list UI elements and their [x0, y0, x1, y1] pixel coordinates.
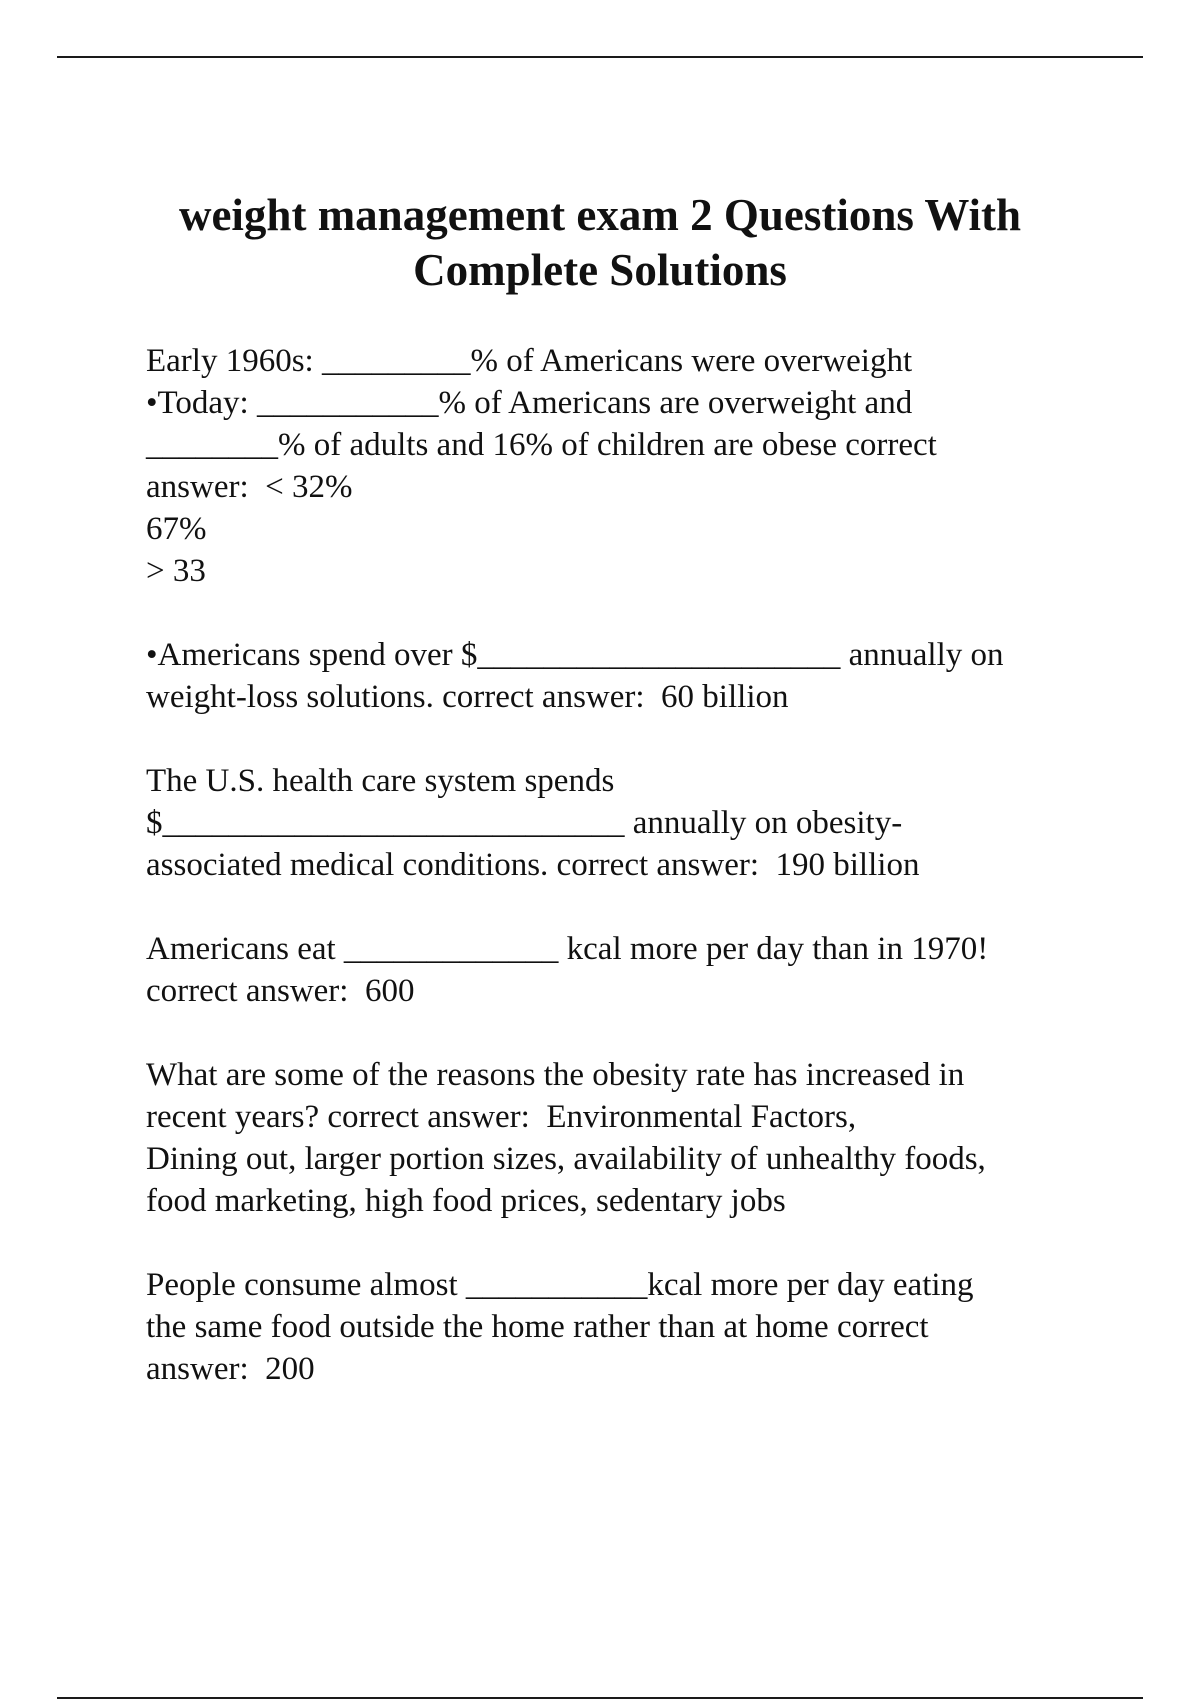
question-text-line: ________% of adults and 16% of children are obese correct [146, 427, 937, 463]
question-text-line: The U.S. health care system spends [146, 763, 615, 799]
answer-text-line: correct answer: 600 [146, 973, 415, 1009]
question-text-line: People consume almost ___________kcal more per day eating [146, 1267, 974, 1303]
question-text-line: Early 1960s: _________% of Americans were overweight [146, 343, 913, 379]
document-title [100, 188, 1100, 298]
question-item [146, 1264, 1146, 1390]
document-body [146, 340, 1146, 1432]
question-item [146, 928, 1146, 1012]
question-item [146, 340, 1146, 592]
header-rule [57, 56, 1143, 58]
question-item [146, 1054, 1146, 1222]
title-line: Complete Solutions [413, 245, 787, 295]
answer-text-line: recent years? correct answer: Environmental Factors, [146, 1099, 857, 1135]
answer-text-line: answer: 200 [146, 1351, 315, 1387]
answer-text-line: food marketing, high food prices, sedentary jobs [146, 1183, 786, 1219]
answer-text-line: 67% [146, 511, 207, 547]
question-item [146, 760, 1146, 886]
question-text-line: •Today: ___________% of Americans are overweight and [146, 385, 913, 421]
question-text-line: Americans eat _____________ kcal more per day than in 1970! [146, 931, 989, 967]
answer-text-line: associated medical conditions. correct answer: 190 billion [146, 847, 920, 883]
question-text-line: the same food outside the home rather than at home correct [146, 1309, 929, 1345]
question-text-line: $____________________________ annually on obesity- [146, 805, 903, 841]
question-item [146, 634, 1146, 718]
question-text-line: •Americans spend over $______________________ annually on [146, 637, 1004, 673]
title-line: weight management exam 2 Questions With [178, 190, 1022, 240]
answer-text-line: weight-loss solutions. correct answer: 60 billion [146, 679, 789, 715]
answer-text-line: Dining out, larger portion sizes, availability of unhealthy foods, [146, 1141, 986, 1177]
answer-text-line: > 33 [146, 553, 206, 589]
footer-rule [57, 1697, 1143, 1699]
answer-text-line: answer: < 32% [146, 469, 353, 505]
question-text-line: What are some of the reasons the obesity rate has increased in [146, 1057, 965, 1093]
